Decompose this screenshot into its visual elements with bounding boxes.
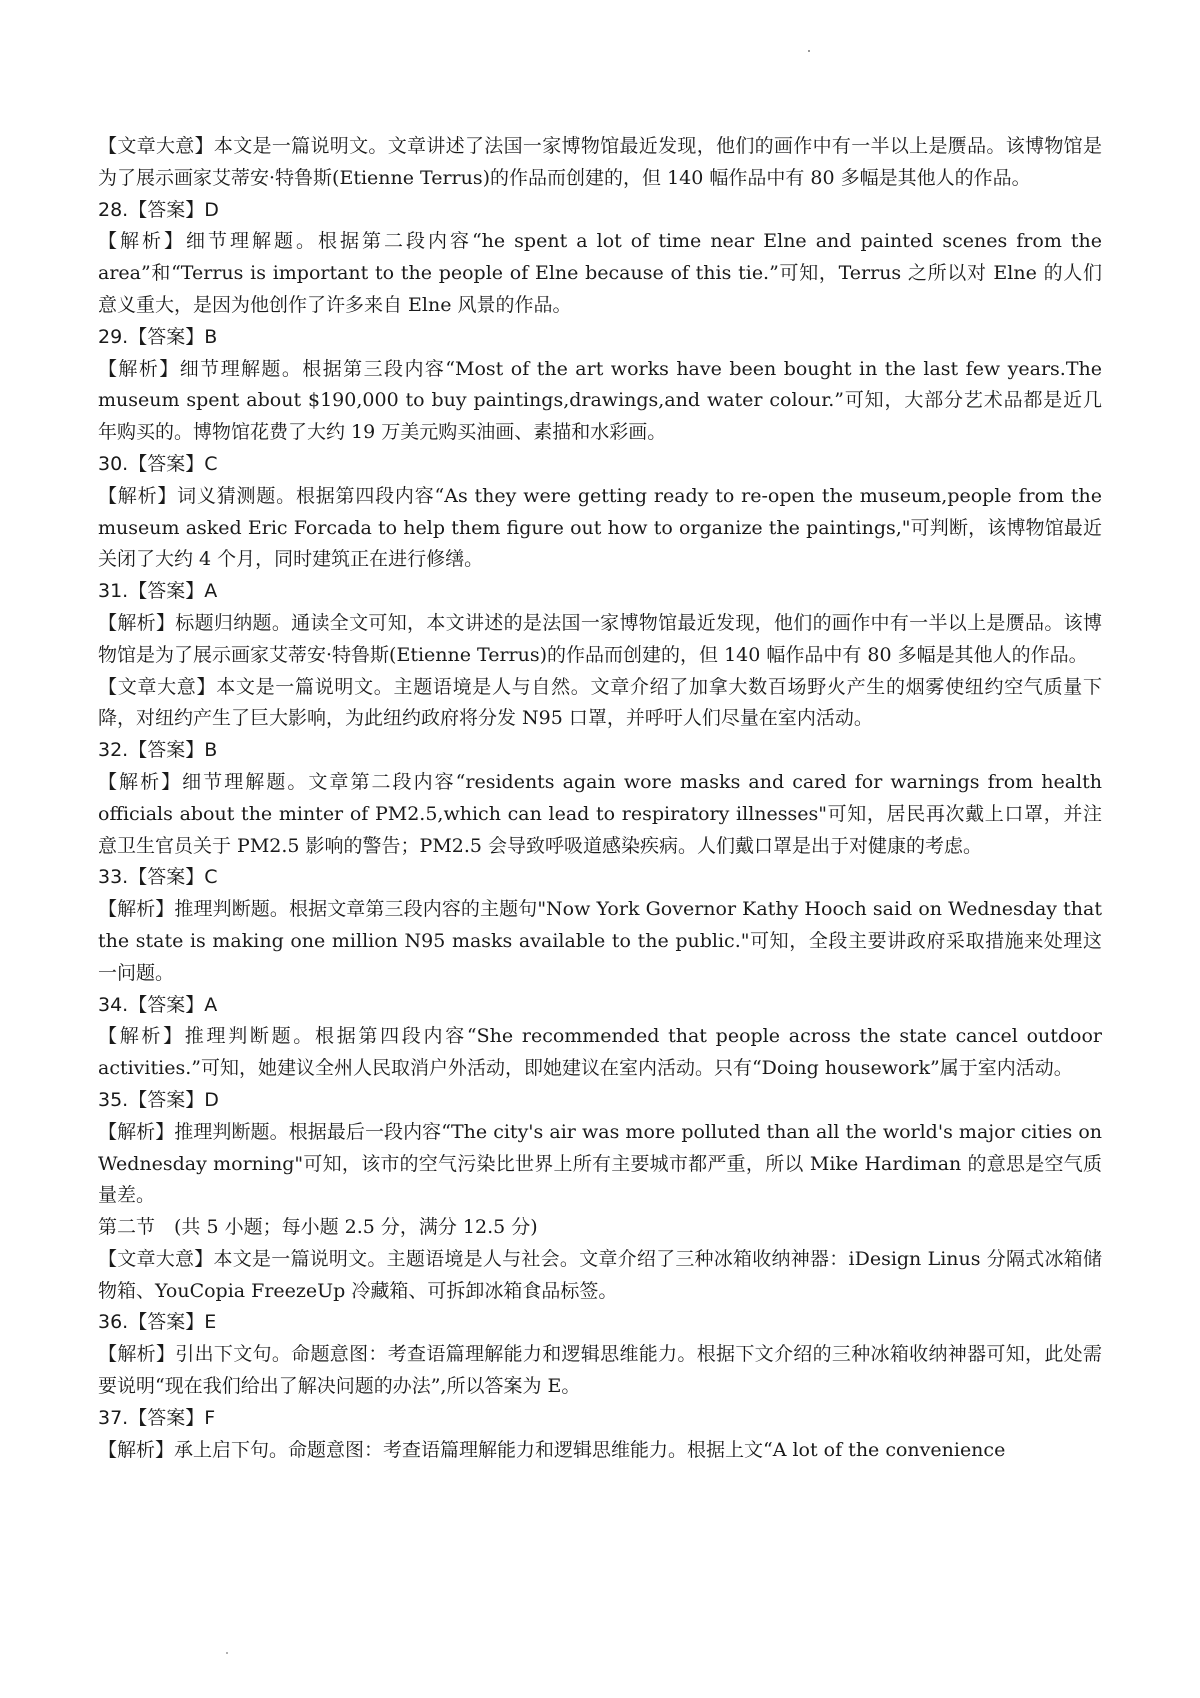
analysis-30: 【解析】词义猜测题。根据第四段内容“As they were getting ready to re-open the museum,people from the museum asked Eric Forcada to help them figure out how to organize the paintings,"可判断，该博物馆最近关闭了大约 4 个月，同时建筑正在进行修缮。 <box>98 484 1102 571</box>
analysis-36: 【解析】引出下文句。命题意图：考查语篇理解能力和逻辑思维能力。根据下文介绍的三种冰箱收纳神器可知，此处需要说明“现在我们给出了解决问题的办法”,所以答案为 E。 <box>98 1343 1102 1398</box>
answer-35: 35.【答案】D <box>98 1088 219 1111</box>
analysis-37: 【解析】承上启下句。命题意图：考查语篇理解能力和逻辑思维能力。根据上文“A lot of the convenience <box>98 1438 1006 1461</box>
answer-30: 30.【答案】C <box>98 452 218 475</box>
analysis-32: 【解析】细节理解题。文章第二段内容“residents again wore masks and cared for warnings from health officials about the minter of PM2.5,which can lead to respiratory illnesses"可知，居民再次戴上口罩，并注意卫生官员关于 PM2.5 影响的警告；PM2.5 会导致呼吸道感染疾病。人们戴口罩是出于对健康的考虑。 <box>98 770 1102 857</box>
answer-29: 29.【答案】B <box>98 325 218 348</box>
analysis-29: 【解析】细节理解题。根据第三段内容“Most of the art works have been bought in the last few years.The museum spent about $190,000 to buy paintings,drawings,and water colour.”可知，大部分艺术品都是近几年购买的。博物馆花费了大约 19 万美元购买油画、素描和水彩画。 <box>98 357 1102 444</box>
scan-speck <box>226 1652 228 1654</box>
passage-summary-2: 【文章大意】本文是一篇说明文。主题语境是人与自然。文章介绍了加拿大数百场野火产生的烟雾使纽约空气质量下降，对纽约产生了巨大影响，为此纽约政府将分发 N95 口罩，并呼吁人们尽量在室内活动。 <box>98 675 1102 730</box>
passage-summary-3: 【文章大意】本文是一篇说明文。主题语境是人与社会。文章介绍了三种冰箱收纳神器：iDesign Linus 分隔式冰箱储物箱、YouCopia FreezeUp 冷藏箱、可拆卸冰箱食品标签。 <box>98 1247 1102 1302</box>
answer-37: 37.【答案】F <box>98 1406 216 1429</box>
answer-36: 36.【答案】E <box>98 1311 217 1334</box>
answer-32: 32.【答案】B <box>98 739 218 762</box>
scan-speck <box>808 50 810 52</box>
answer-33: 33.【答案】C <box>98 866 218 889</box>
section-heading: 第二节 (共 5 小题；每小题 2.5 分，满分 12.5 分) <box>98 1216 538 1239</box>
answer-34: 34.【答案】A <box>98 993 218 1016</box>
answer-31: 31.【答案】A <box>98 580 218 603</box>
analysis-34: 【解析】推理判断题。根据第四段内容“She recommended that people across the state cancel outdoor activities.”可知，她建议全州人民取消户外活动，即她建议在室内活动。只有“Doing housework”属于室内活动。 <box>98 1025 1102 1080</box>
analysis-28: 【解析】细节理解题。根据第二段内容“he spent a lot of time near Elne and painted scenes from the area”和“Terrus is important to the people of Elne because of this tie.”可知，Terrus 之所以对 Elne 的人们意义重大，是因为他创作了许多来自 Elne 风景的作品。 <box>98 230 1102 316</box>
analysis-33: 【解析】推理判断题。根据文章第三段内容的主题句"Now York Governor Kathy Hooch said on Wednesday that the state is making one million N95 masks available to the public."可知，全段主要讲政府采取措施来处理这一问题。 <box>98 898 1102 984</box>
analysis-31: 【解析】标题归纳题。通读全文可知，本文讲述的是法国一家博物馆最近发现，他们的画作中有一半以上是赝品。该博物馆是为了展示画家艾蒂安·特鲁斯(Etienne Terrus)的作品而创建的，但 140 幅作品中有 80 多幅是其他人的作品。 <box>98 611 1102 666</box>
passage-summary-1: 【文章大意】本文是一篇说明文。文章讲述了法国一家博物馆最近发现，他们的画作中有一半以上是赝品。该博物馆是为了展示画家艾蒂安·特鲁斯(Etienne Terrus)的作品而创建的，但 140 幅作品中有 80 多幅是其他人的作品。 <box>98 135 1102 189</box>
answer-key-text <box>98 131 1102 1466</box>
answer-28: 28.【答案】D <box>98 198 219 221</box>
analysis-35: 【解析】推理判断题。根据最后一段内容“The city's air was more polluted than all the world's major cities on Wednesday morning"可知，该市的空气污染比世界上所有主要城市都严重，所以 Mike Hardiman 的意思是空气质量差。 <box>98 1120 1102 1207</box>
